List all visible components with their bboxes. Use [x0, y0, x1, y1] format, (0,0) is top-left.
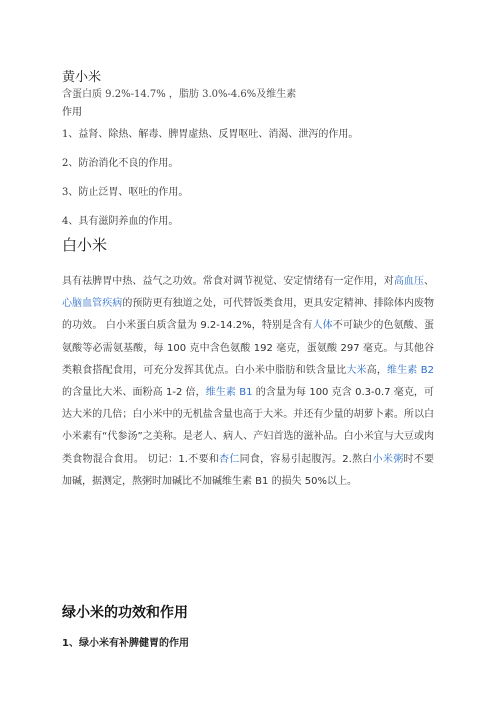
paragraph-text: 的预防更有独道之处，可代替饭类食用，更具安定精神、排除体内废物的功效。 白小米蛋白质含量为 9.2-14.2%，特别是含有 — [62, 298, 435, 332]
link-millet-porridge[interactable]: 小米粥 — [372, 453, 404, 465]
paragraph-text: 不可缺少的色氨酸、蛋氨酸等必需氨基酸，每 100 克中含色氨酸 192 毫克，蛋氨酸 297 毫克。与其他谷类粮食搭配食用，可充分发挥其优点。白小米中脂肪和铁含量比 — [62, 320, 435, 376]
effect-item-2: 2、防治消化不良的作用。 — [62, 158, 179, 169]
yellow-millet-nutrition: 含蛋白质 9.2%-14.7% ，脂肪 3.0%-4.6%及维生素 — [62, 89, 297, 100]
paragraph-text: 的含量比大米、面粉高 1-2 倍， — [62, 387, 206, 399]
paragraph-text: 时不要加碱，据测定，熬粥时加碱比不加碱维生素 B1 的损失 50%以上。 — [62, 453, 435, 487]
paragraph-text: 具有祛脾胃中热、益气之功效。常食对调节视觉、安定情绪有一定作用，对 — [62, 276, 394, 287]
green-millet-subheading: 1、绿小米有补脾健胃的作用 — [62, 638, 189, 649]
paragraph-text: 的含量为每 100 克含 0.3-0.7 毫克，可达大米的几倍；白小米中的无机盐含量也高于大米。并还有少量的胡萝卜素。所以白小米素有“代参汤”之美称。是老人、病人、产妇首选的滋补品。白小米宜与大豆或肉类食物混合食用。 切记：1.不要和 — [62, 387, 434, 465]
paragraph-text: 同食，容易引起腹泻。2.熬白 — [239, 453, 373, 465]
effect-item-4: 4、具有滋阴养血的作用。 — [62, 216, 179, 227]
paragraph-text: 、 — [424, 276, 435, 287]
paragraph-text: 高， — [366, 364, 387, 376]
link-almond[interactable]: 杏仁 — [219, 453, 240, 465]
link-cardiovascular-disease[interactable]: 心脑血管疾病 — [62, 298, 123, 310]
yellow-millet-title: 黄小米 — [62, 70, 102, 85]
yellow-millet-effect-label: 作用 — [62, 107, 82, 118]
green-millet-title: 绿小米的功效和作用 — [62, 605, 188, 621]
effect-item-1: 1、益肾、除热、解毒、脾胃虚热、反胃呕吐、消渴、泄泻的作用。 — [62, 129, 359, 140]
link-vitamin-b2[interactable]: 维生素 B2 — [386, 364, 435, 376]
link-hypertension[interactable]: 高血压 — [393, 276, 425, 287]
link-vitamin-b1[interactable]: 维生素 B1 — [205, 387, 253, 399]
link-human-body[interactable]: 人体 — [312, 320, 333, 332]
link-rice[interactable]: 大米 — [346, 364, 367, 376]
white-millet-title: 白小米 — [62, 236, 108, 254]
white-millet-paragraph — [62, 271, 434, 493]
effect-item-3: 3、防止泛胃、呕吐的作用。 — [62, 187, 189, 198]
